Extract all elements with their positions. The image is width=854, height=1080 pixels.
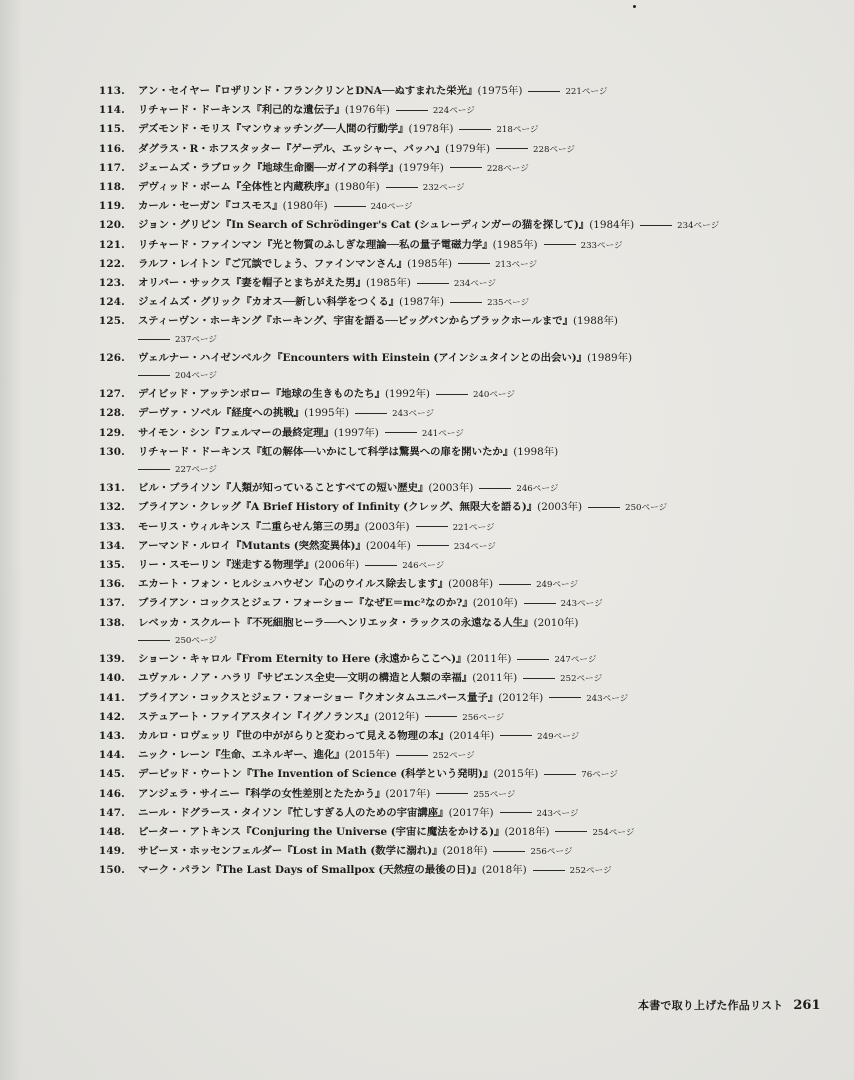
list-item [98, 614, 658, 650]
list-item [98, 765, 658, 784]
leader-dash [517, 659, 549, 660]
entry-number: 133. [98, 520, 125, 533]
entry-continuation [138, 331, 658, 349]
entry-title: リチャード・ドーキンス『虹の解体──いかにして科学は驚異への扉を開いたか』 [138, 445, 514, 458]
entry-year: (1995年) [304, 407, 350, 420]
entry-title: レベッカ・スクルート『不死細胞ヒーラ──ヘンリエッタ・ラックスの永遠なる人生』 [138, 616, 534, 629]
entry-title: デヴィッド・ボーム『全体性と内蔵秩序』 [138, 181, 335, 194]
page-footer [638, 997, 821, 1013]
entry-page-reference: 250ページ [175, 635, 218, 646]
entry-page-reference: 221ページ [565, 87, 608, 97]
entry-number: 130. [98, 445, 125, 458]
entry-number: 124. [98, 296, 125, 309]
entry-number: 137. [98, 597, 125, 610]
entry-title: デーヴァ・ソベル『経度への挑戦』 [138, 407, 305, 420]
list-item [98, 650, 658, 669]
entry-number: 131. [98, 482, 125, 495]
leader-dash [523, 678, 555, 679]
entry-title: リー・スモーリン『迷走する物理学』 [138, 559, 315, 572]
leader-dash [588, 507, 620, 508]
list-item [98, 178, 658, 197]
entry-page-reference: 224ページ [432, 106, 475, 117]
leader-dash [385, 432, 417, 433]
entry-page-reference: 221ページ [452, 522, 495, 533]
list-item [98, 708, 658, 727]
entry-number: 147. [98, 806, 125, 819]
entry-title: ブライアン・クレッグ『A Brief History of Infinity (クレッグ、無限大を語る)』 [138, 501, 538, 514]
list-item [98, 274, 658, 293]
entry-title: ラルフ・レイトン『ご冗談でしょう、ファインマンさん』 [138, 257, 408, 270]
leader-dash [436, 793, 468, 794]
entry-number: 148. [98, 825, 125, 838]
entry-title: ユヴァル・ノア・ハラリ『サピエンス全史──文明の構造と人類の幸福』 [138, 672, 473, 685]
entry-title: デズモンド・モリス『マンウォッチング──人間の行動学』 [138, 123, 409, 136]
entry-year: (1988年) [573, 315, 618, 328]
entry-year: (2015年) [344, 749, 390, 762]
entry-title: サビーヌ・ホッセンフェルダー『Lost in Math (数学に溺れ)』 [138, 845, 443, 858]
entry-year: (1979年) [445, 142, 491, 155]
entry-title: ビル・ブライソン『人類が知っていることすべての短い歴史』 [138, 482, 429, 495]
entry-title: カルロ・ロヴェッリ『世の中ががらりと変わって見える物理の本』 [138, 729, 450, 742]
list-item [98, 479, 658, 498]
leader-dash [450, 302, 482, 303]
entry-year: (1984年) [589, 219, 635, 232]
entry-number: 120. [98, 219, 125, 232]
list-item [98, 255, 658, 274]
list-item [98, 785, 658, 804]
entry-number: 143. [98, 729, 125, 742]
ink-speck [633, 5, 636, 8]
entry-title: アンジェラ・サイニー『科学の女性差別とたたかう』 [138, 787, 386, 800]
entry-page-reference: 240ページ [370, 202, 413, 213]
leader-dash [499, 584, 531, 585]
leader-dash [138, 640, 170, 641]
entry-page-reference: 252ページ [569, 866, 612, 877]
entry-year: (2018年) [442, 845, 488, 858]
entry-continuation [138, 367, 658, 385]
entry-number: 145. [98, 768, 125, 781]
entry-page-reference: 234ページ [453, 279, 496, 290]
entry-number: 150. [98, 864, 125, 877]
list-item [98, 594, 658, 613]
entry-page-reference: 237ページ [175, 334, 218, 345]
entry-year: (2018年) [481, 864, 527, 877]
entry-title: ジョン・グリビン『In Search of Schrödinger's Cat (シュレーディンガーの猫を探して)』 [138, 219, 590, 232]
entry-number: 117. [98, 161, 125, 174]
leader-dash [396, 755, 428, 756]
leader-dash [640, 225, 672, 226]
entry-year: (2003年) [428, 482, 474, 495]
entry-title: リチャード・ファインマン『光と物質のふしぎな理論──私の量子電磁力学』 [138, 238, 493, 251]
entry-number: 142. [98, 710, 125, 723]
leader-dash [436, 394, 468, 395]
entry-title: ブライアン・コックスとジェフ・フォーショー『なぜE＝mc²なのか?』 [138, 597, 473, 610]
leader-dash [386, 187, 418, 188]
entry-title: ピーター・アトキンス『Conjuring the Universe (宇宙に魔法をかける)』 [138, 825, 505, 838]
leader-dash [479, 488, 511, 489]
entry-year: (2006年) [314, 559, 360, 572]
entry-number: 127. [98, 388, 125, 401]
list-item [98, 823, 658, 842]
entry-year: (1992年) [384, 388, 430, 401]
entry-page-reference: 213ページ [495, 259, 538, 270]
entry-page-reference: 249ページ [536, 580, 579, 591]
entry-title: ジェームズ・ラブロック『地球生命圏──ガイアの科学』 [138, 161, 399, 174]
leader-dash [524, 603, 556, 604]
entry-number: 129. [98, 426, 125, 439]
entry-title: エカート・フォン・ヒルシュハウゼン『心のウイルス除去します』 [138, 578, 449, 591]
leader-dash [493, 851, 525, 852]
leader-dash [533, 870, 565, 871]
entry-page-reference: 243ページ [560, 599, 603, 610]
entry-page-reference: 256ページ [530, 847, 573, 858]
entry-page-reference: 254ページ [592, 827, 635, 838]
entry-title: ショーン・キャロル『From Eternity to Here (永遠からここへ)』 [138, 653, 467, 666]
book-list [98, 82, 720, 881]
page-number: 261 [793, 998, 821, 1013]
leader-dash [555, 831, 587, 832]
leader-dash [500, 735, 532, 736]
entry-number: 119. [98, 200, 125, 213]
entry-page-reference: 234ページ [453, 541, 496, 552]
entry-year: (2018年) [504, 825, 550, 838]
entry-number: 141. [98, 691, 125, 704]
list-item [98, 404, 658, 423]
list-item [98, 689, 658, 708]
list-item [98, 236, 658, 255]
entry-year: (1997年) [333, 426, 379, 439]
entry-page-reference: 228ページ [486, 163, 529, 174]
entry-year: (2010年) [533, 616, 579, 629]
entry-number: 125. [98, 315, 125, 328]
entry-year: (2012年) [498, 691, 544, 704]
entry-number: 122. [98, 257, 125, 270]
list-item [98, 727, 658, 746]
list-item [98, 746, 658, 765]
leader-dash [138, 375, 170, 376]
entry-year: (1978年) [408, 123, 454, 136]
entry-page-reference: 204ページ [175, 371, 218, 382]
entry-year: (2014年) [449, 729, 495, 742]
entry-year: (2003年) [537, 501, 583, 514]
entry-year: (2012年) [374, 710, 420, 723]
entry-page-reference: 250ページ [625, 503, 668, 514]
entry-page-reference: 228ページ [533, 144, 576, 155]
entry-page-reference: 256ページ [462, 712, 505, 723]
entry-title: アン・セイヤー『ロザリンド・フランクリンとDNA──ぬすまれた栄光』 [138, 85, 478, 97]
entry-year: (2011年) [472, 672, 518, 685]
list-item [98, 575, 658, 594]
entry-year: (1987年) [399, 296, 445, 309]
entry-year: (1976年) [344, 104, 390, 117]
leader-dash [365, 565, 397, 566]
entry-page-reference: 247ページ [554, 655, 597, 666]
leader-dash [138, 469, 170, 470]
list-item [98, 861, 658, 880]
leader-dash [458, 263, 490, 264]
entry-year: (2015年) [493, 768, 539, 781]
entry-number: 128. [98, 407, 125, 420]
entry-title: ブライアン・コックスとジェフ・フォーショー『クオンタムユニバース量子』 [138, 691, 499, 704]
leader-dash [417, 545, 449, 546]
entry-title: ヴェルナー・ハイゼンベルク『Encounters with Einstein (アインシュタインとの出会い)』 [138, 351, 588, 364]
list-item [98, 216, 720, 235]
entry-year: (2010年) [472, 597, 518, 610]
entry-page-reference: 234ページ [677, 221, 720, 232]
list-item [98, 197, 658, 216]
leader-dash [416, 526, 448, 527]
entry-page-reference: 240ページ [472, 390, 515, 401]
entry-number: 118. [98, 181, 125, 194]
entry-number: 138. [98, 616, 125, 629]
leader-dash [450, 167, 482, 168]
entry-year: (2011年) [466, 653, 512, 666]
leader-dash [544, 244, 576, 245]
entry-number: 123. [98, 277, 125, 290]
entry-title: リチャード・ドーキンス『利己的な遺伝子』 [138, 104, 345, 117]
leader-dash [528, 91, 560, 92]
entry-year: (1998年) [513, 445, 559, 458]
leader-dash [544, 774, 576, 775]
entry-page-reference: 233ページ [580, 240, 623, 251]
leader-dash [500, 812, 532, 813]
entry-page-reference: 249ページ [537, 731, 580, 742]
entry-title: モーリス・ウィルキンス『二重らせん第三の男』 [138, 520, 365, 533]
list-item [98, 140, 658, 159]
entry-number: 139. [98, 653, 125, 666]
entry-page-reference: 243ページ [536, 808, 579, 819]
leader-dash [355, 413, 387, 414]
leader-dash [138, 339, 170, 340]
entry-number: 113. [98, 85, 125, 97]
entry-page-reference: 252ページ [560, 674, 603, 685]
list-item [98, 293, 658, 312]
entry-page-reference: 246ページ [402, 561, 445, 572]
list-item [98, 424, 658, 443]
entry-year: (1985年) [407, 257, 453, 270]
entry-page-reference: 255ページ [473, 789, 516, 800]
entry-year: (1980年) [334, 181, 380, 194]
entry-number: 126. [98, 351, 125, 364]
entry-page-reference: 243ページ [392, 409, 435, 420]
leader-dash [459, 129, 491, 130]
entry-title: アーマンド・ルロイ『Mutants (突然変異体)』 [138, 539, 366, 552]
entry-year: (1979年) [398, 161, 444, 174]
leader-dash [334, 206, 366, 207]
entry-number: 149. [98, 845, 125, 858]
entry-title: オリバー・サックス『妻を帽子とまちがえた男』 [138, 277, 366, 290]
list-item [98, 312, 658, 348]
entry-year: (1985年) [365, 277, 411, 290]
list-item [98, 556, 658, 575]
entry-year: (2004年) [365, 539, 411, 552]
list-item [98, 669, 658, 688]
entry-title: デービッド・ウートン『The Invention of Science (科学という発明)』 [138, 768, 494, 781]
entry-number: 135. [98, 559, 125, 572]
list-item [98, 498, 668, 517]
entry-page-reference: 232ページ [422, 183, 465, 194]
entry-year: (2017年) [448, 806, 494, 819]
list-item [98, 101, 658, 120]
entry-number: 144. [98, 749, 125, 762]
entry-year: (1975年) [477, 85, 523, 97]
entry-number: 136. [98, 578, 125, 591]
entry-page-reference: 252ページ [432, 751, 475, 762]
leader-dash [425, 716, 457, 717]
entry-title: ニック・レーン『生命、エネルギー、進化』 [138, 749, 345, 762]
entry-continuation [138, 461, 658, 479]
entry-title: カール・セーガン『コスモス』 [138, 200, 283, 213]
entry-year: (2017年) [385, 787, 431, 800]
list-item [98, 120, 658, 139]
entry-number: 132. [98, 501, 125, 514]
entry-page-reference: 76ページ [581, 770, 618, 781]
entry-year: (1985年) [492, 238, 538, 251]
list-item [98, 804, 658, 823]
entry-title: マーク・パラン『The Last Days of Smallpox (天然痘の最後の日)』 [138, 864, 482, 877]
entry-number: 115. [98, 123, 125, 136]
entry-title: ダグラス・R・ホフスタッター『ゲーデル、エッシャー、バッハ』 [138, 142, 446, 155]
entry-year: (2008年) [448, 578, 494, 591]
entry-title: デイビッド・アッテンボロー『地球の生きものたち』 [138, 388, 385, 401]
entry-year: (2003年) [364, 520, 410, 533]
entry-title: ステュアート・ファイアスタイン『イグノランス』 [138, 710, 375, 723]
entry-number: 116. [98, 142, 125, 155]
list-item [98, 842, 658, 861]
leader-dash [549, 697, 581, 698]
footer-title: 本書で取り上げた作品リスト [638, 999, 784, 1012]
entry-page-reference: 235ページ [487, 298, 530, 309]
leader-dash [396, 110, 428, 111]
entry-page-reference: 241ページ [421, 428, 464, 439]
entry-title: サイモン・シン『フェルマーの最終定理』 [138, 426, 334, 439]
list-item [98, 349, 658, 385]
list-item [98, 537, 658, 556]
entry-page-reference: 227ページ [175, 465, 218, 476]
entry-page-reference: 246ページ [516, 484, 559, 495]
entry-year: (1980年) [282, 200, 328, 213]
entry-continuation [138, 632, 658, 650]
entry-number: 134. [98, 539, 125, 552]
entry-title: ジェイムズ・グリック『カオス──新しい科学をつくる』 [138, 296, 400, 309]
entry-page-reference: 243ページ [586, 693, 629, 704]
entry-number: 121. [98, 238, 125, 251]
leader-dash [496, 148, 528, 149]
list-item [98, 385, 658, 404]
entry-number: 114. [98, 104, 125, 117]
entry-title: スティーヴン・ホーキング『ホーキング、宇宙を語る──ビッグバンからブラックホールまで』 [138, 315, 573, 328]
page-edge-shadow [0, 0, 22, 1080]
list-item [98, 443, 658, 479]
entry-page-reference: 218ページ [496, 125, 539, 136]
entry-title: ニール・ドグラース・タイソン『忙しすぎる人のための宇宙講座』 [138, 806, 449, 819]
leader-dash [417, 283, 449, 284]
list-item [98, 159, 658, 178]
entry-number: 146. [98, 787, 125, 800]
list-item [98, 82, 658, 101]
list-item [98, 518, 658, 537]
entry-number: 140. [98, 672, 125, 685]
entry-year: (1989年) [587, 351, 633, 364]
